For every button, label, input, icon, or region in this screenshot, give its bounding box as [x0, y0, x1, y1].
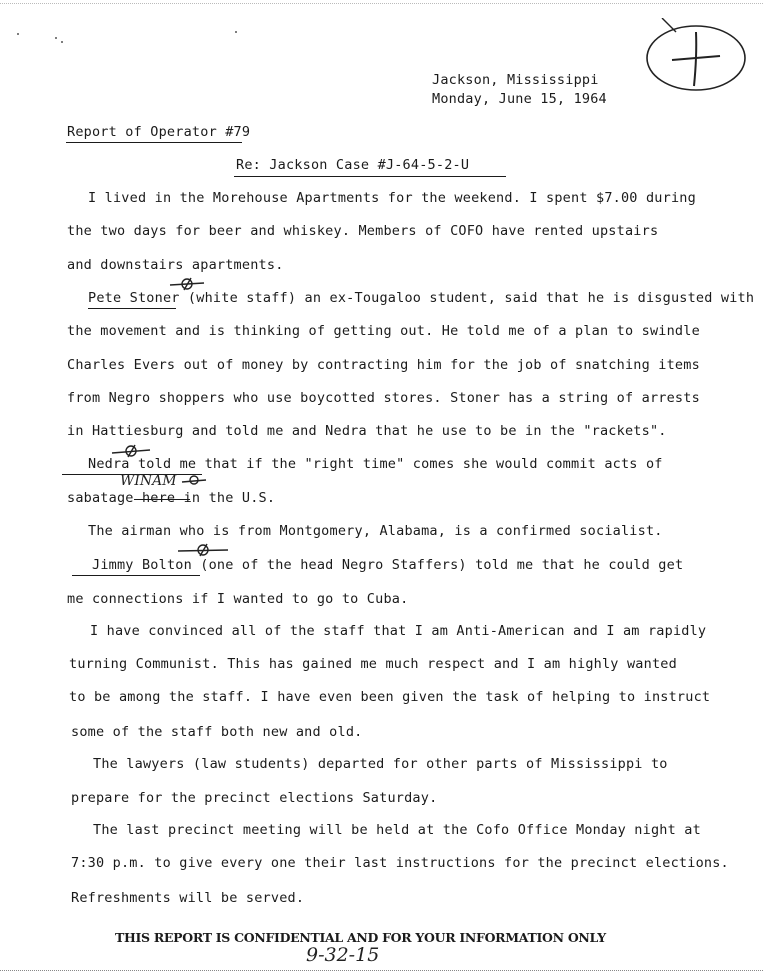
bottom-scan-edge — [0, 970, 763, 971]
body-line-19: prepare for the precinct elections Saturday. — [71, 790, 438, 806]
body-line-1: I lived in the Morehouse Apartments for the weekend. I spent $7.00 during — [88, 190, 696, 206]
handwritten-winam-mark — [180, 472, 210, 488]
body-line-22: Refreshments will be served. — [71, 890, 305, 906]
report-title-underline — [66, 142, 242, 143]
handwritten-serial-number: 9-32-15 — [306, 944, 380, 966]
body-line-7: from Negro shoppers who use boycotted stores. Stoner has a string of arrests — [67, 390, 700, 406]
redaction-mark-bolton — [176, 542, 232, 558]
scan-marks — [10, 28, 250, 48]
body-line-2: the two days for beer and whiskey. Members of COFO have rented upstairs — [67, 223, 659, 239]
body-line-17: some of the staff both new and old. — [71, 724, 363, 740]
body-line-3: and downstairs apartments. — [67, 257, 284, 273]
confidential-footer: THIS REPORT IS CONFIDENTIAL AND FOR YOUR INFORMATION ONLY — [115, 930, 606, 945]
body-line-14: I have convinced all of the staff that I am Anti-American and I am rapidly — [90, 623, 707, 639]
body-line-4: Pete Stoner (white staff) an ex-Tougaloo student, said that he is disgusted with — [88, 290, 755, 306]
body-line-13: me connections if I wanted to go to Cuba. — [67, 591, 409, 607]
case-reference: Re: Jackson Case #J-64-5-2-U — [236, 157, 470, 173]
handwritten-winam: WINAM — [120, 473, 177, 489]
case-reference-underline — [234, 176, 506, 177]
here-in-strikethrough — [134, 499, 190, 500]
top-scan-edge — [0, 3, 763, 4]
body-line-16: to be among the staff. I have even been given the task of helping to instruct — [69, 689, 711, 705]
jimmy-bolton-underline — [72, 575, 200, 576]
body-line-15: turning Communist. This has gained me much respect and I am highly wanted — [69, 656, 677, 672]
body-line-5: the movement and is thinking of getting out. He told me of a plan to swindle — [67, 323, 700, 339]
body-line-9: Nedra told me that if the "right time" comes she would commit acts of — [88, 456, 663, 472]
body-line-11: The airman who is from Montgomery, Alabama, is a confirmed socialist. — [88, 523, 663, 539]
header-place: Jackson, Mississippi — [432, 72, 599, 88]
body-line-18: The lawyers (law students) departed for other parts of Mississippi to — [93, 756, 668, 772]
circled-stamp-mark — [640, 18, 755, 93]
header-date: Monday, June 15, 1964 — [432, 91, 607, 107]
report-title: Report of Operator #79 — [67, 124, 251, 140]
body-line-21: 7:30 p.m. to give every one their last instructions for the precinct elections. — [71, 855, 729, 871]
body-line-6: Charles Evers out of money by contracting him for the job of snatching items — [67, 357, 700, 373]
body-line-10: sabatage here in the U.S. — [67, 490, 276, 506]
body-line-12: Jimmy Bolton (one of the head Negro Staffers) told me that he could get — [92, 557, 684, 573]
body-line-20: The last precinct meeting will be held at the Cofo Office Monday night at — [93, 822, 701, 838]
pete-stoner-underline — [88, 308, 176, 309]
body-line-8: in Hattiesburg and told me and Nedra that he use to be in the "rackets". — [67, 423, 667, 439]
